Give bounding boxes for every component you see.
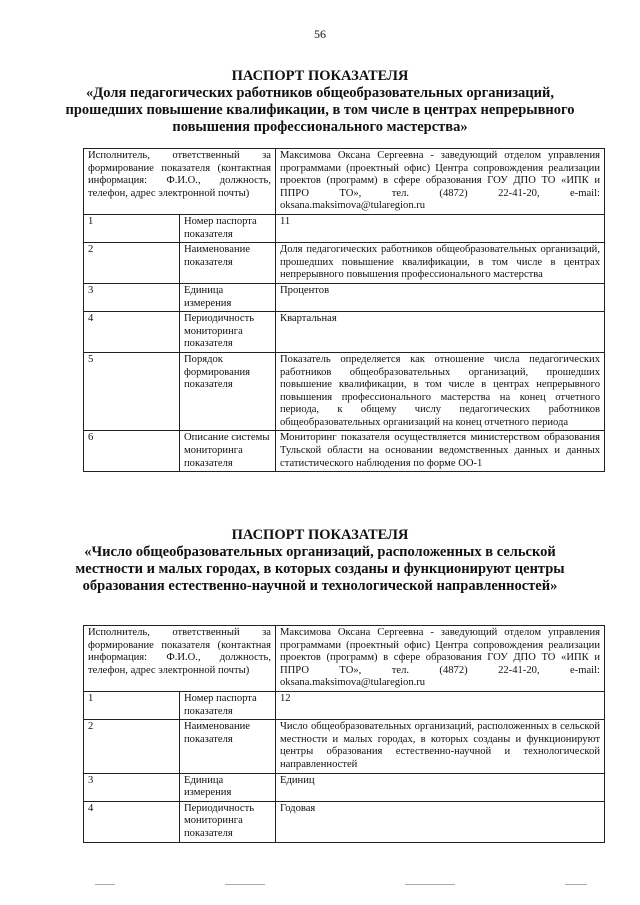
row-label: Порядок формирования показателя [180, 352, 276, 431]
scan-artifacts [0, 884, 640, 888]
row-label: Периодичность мониторинга показателя [180, 801, 276, 842]
row-value: Процентов [276, 283, 605, 311]
table-row [84, 626, 605, 692]
table-row [84, 691, 605, 719]
passport-heading: ПАСПОРТ ПОКАЗАТЕЛЯ [231, 68, 409, 84]
passport-subtitle: «Число общеобразовательных организаций, расположенных в сельской местности и малых городах, в которых созданы и функционируют центры образования естественно-научной и технологической направленностей» [75, 544, 565, 594]
row-label: Периодичность мониторинга показателя [180, 312, 276, 353]
passport-2-title [0, 527, 640, 595]
row-label: Номер паспорта показателя [180, 691, 276, 719]
table-row [84, 720, 605, 773]
row-value: Единиц [276, 773, 605, 801]
passport-heading: ПАСПОРТ ПОКАЗАТЕЛЯ [231, 527, 409, 543]
row-number: 1 [84, 691, 180, 719]
row-label: Наименование показателя [180, 720, 276, 773]
row-label: Номер паспорта показателя [180, 214, 276, 242]
row-number: 5 [84, 352, 180, 431]
table-row [84, 773, 605, 801]
table-row [84, 431, 605, 472]
table-row [84, 801, 605, 842]
row-value: Квартальная [276, 312, 605, 353]
executor-label: Исполнитель, ответственный за формирование показателя (контактная информация: Ф.И.О., должность, телефон, адрес электронной почты) [84, 149, 276, 215]
row-value: Показатель определяется как отношение числа педагогических работников общеобразовательных организаций, прошедших повышение квалификации, в том числе в центрах непрерывного повышения профессионального мастерства на конец отчетного периода, к общему числу педагогических работников общеобразовательных организаций на конец отчетного периода [276, 352, 605, 431]
table-row [84, 214, 605, 242]
row-number: 2 [84, 720, 180, 773]
passport-1-table [83, 148, 605, 472]
row-value: Число общеобразовательных организаций, расположенных в сельской местности и малых городах, в которых созданы и функционируют центры образования естественно-научной и технологической направленностей [276, 720, 605, 773]
passport-subtitle: «Доля педагогических работников общеобразовательных организаций, прошедших повышение квалификации, в том числе в центрах непрерывного повышения профессионального мастерства» [65, 85, 575, 135]
executor-label: Исполнитель, ответственный за формирование показателя (контактная информация: Ф.И.О., должность, телефон, адрес электронной почты) [84, 626, 276, 692]
row-number: 4 [84, 801, 180, 842]
table-row [84, 243, 605, 284]
row-number: 2 [84, 243, 180, 284]
row-value: Мониторинг показателя осуществляется министерством образования Тульской области на основании ведомственных данных и данных статистического наблюдения по форме ОО-1 [276, 431, 605, 472]
row-value: 12 [276, 691, 605, 719]
passport-1-title [0, 68, 640, 136]
page-number: 56 [314, 27, 326, 41]
table-row [84, 352, 605, 431]
table-row [84, 283, 605, 311]
row-label: Единица измерения [180, 773, 276, 801]
executor-value: Максимова Оксана Сергеевна - заведующий отделом управления программами (проектный офис) Центра сопровождения реализации проектов (программ) в сфере образования ГОУ ДПО ТО «ИПК и ППРО ТО», тел. (4872) 22-41-20, e-mail: oksana.maksimova@tularegion.ru [276, 149, 605, 215]
row-label: Наименование показателя [180, 243, 276, 284]
row-label: Единица измерения [180, 283, 276, 311]
row-number: 4 [84, 312, 180, 353]
row-value: Годовая [276, 801, 605, 842]
row-label: Описание системы мониторинга показателя [180, 431, 276, 472]
table-row [84, 312, 605, 353]
passport-2-table [83, 625, 605, 843]
row-number: 1 [84, 214, 180, 242]
table-row [84, 149, 605, 215]
row-number: 3 [84, 283, 180, 311]
executor-value: Максимова Оксана Сергеевна - заведующий отделом управления программами (проектный офис) Центра сопровождения реализации проектов (программ) в сфере образования ГОУ ДПО ТО «ИПК и ППРО ТО», тел. (4872) 22-41-20, e-mail: oksana.maksimova@tularegion.ru [276, 626, 605, 692]
row-number: 3 [84, 773, 180, 801]
row-number: 6 [84, 431, 180, 472]
row-value: 11 [276, 214, 605, 242]
row-value: Доля педагогических работников общеобразовательных организаций, прошедших повышение квалификации, в том числе в центрах непрерывного повышения профессионального мастерства [276, 243, 605, 284]
